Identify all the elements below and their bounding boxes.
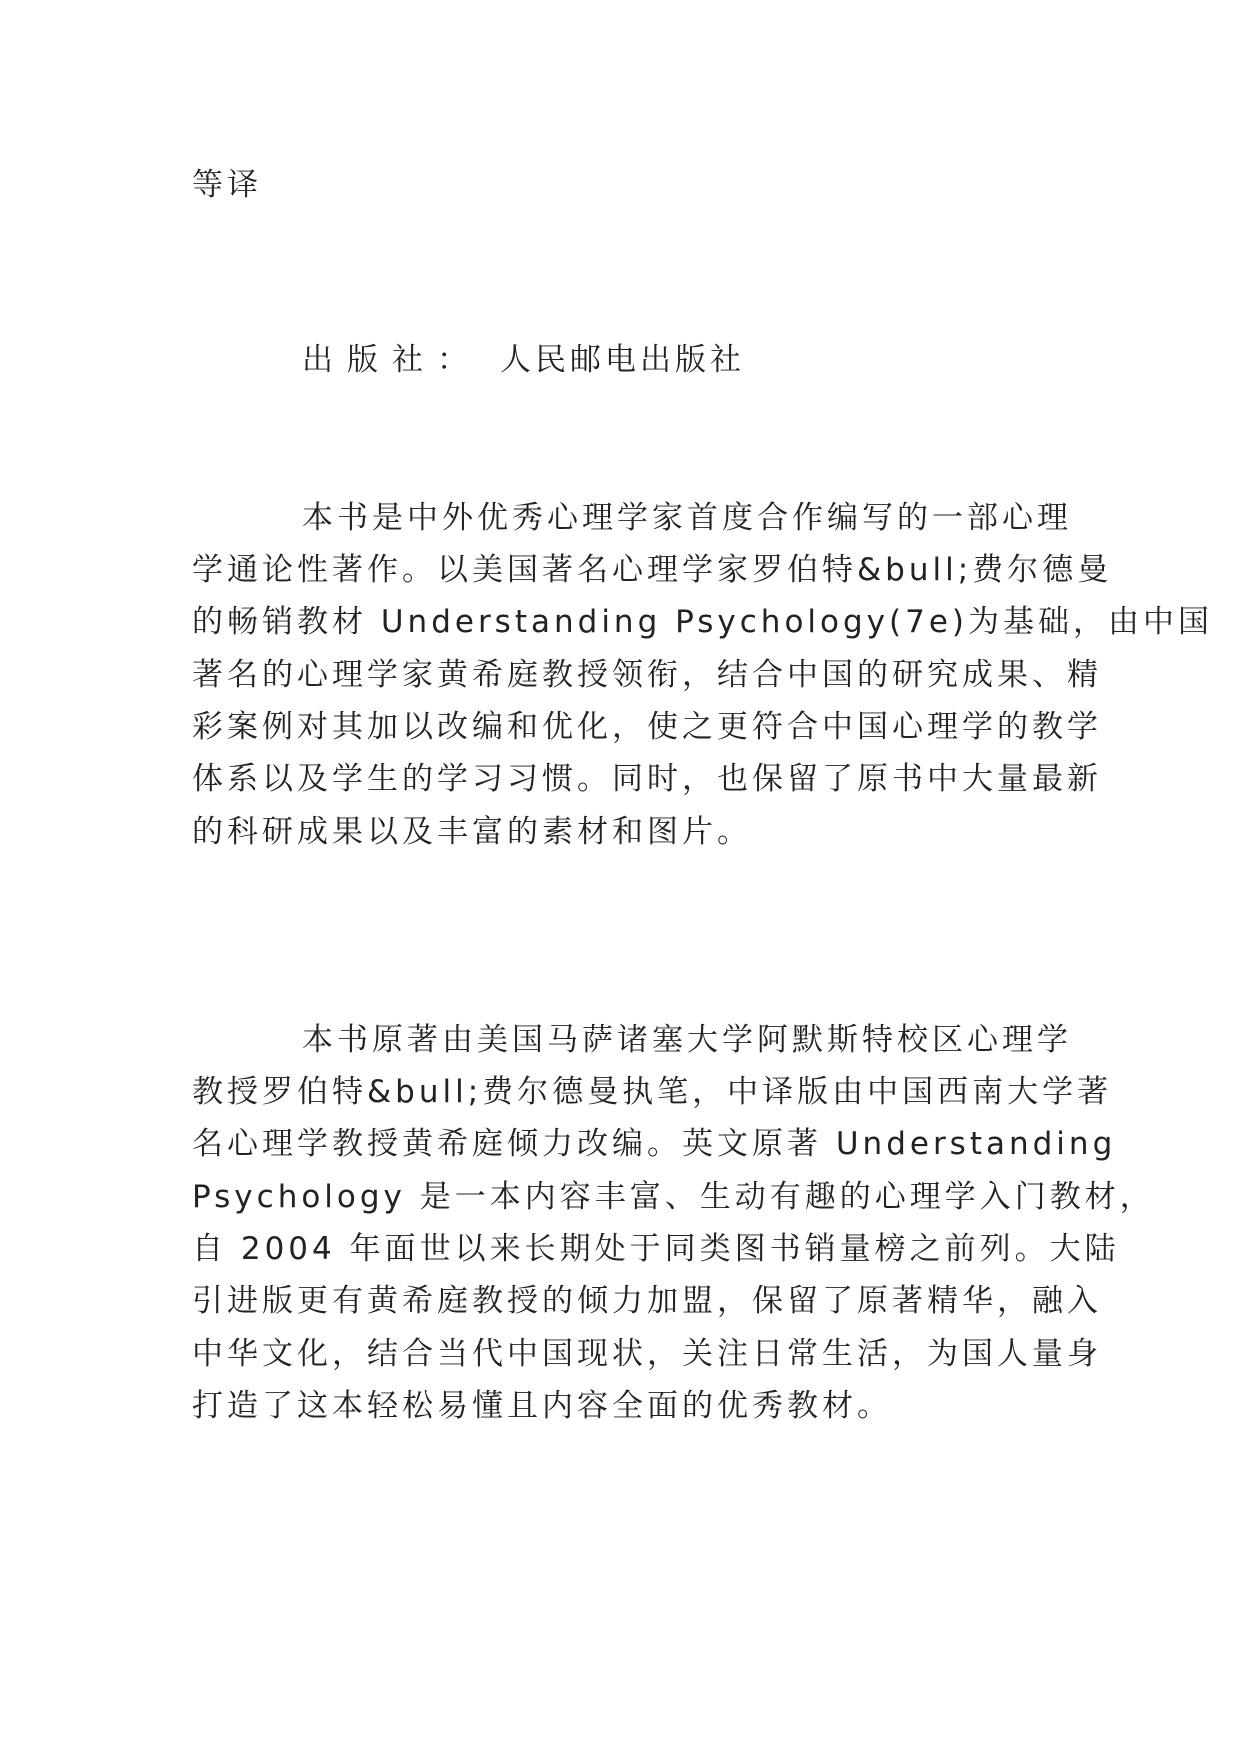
paragraph-1-line: 学通论性著作。以美国著名心理学家罗伯特&bull;费尔德曼 [192, 552, 1113, 588]
paragraph-2-line: 打造了这本轻松易懂且内容全面的优秀教材。 [192, 1388, 892, 1424]
paragraph-1-line: 本书是中外优秀心理学家首度合作编写的一部心理 [302, 500, 1072, 536]
paragraph-1-line: 彩案例对其加以改编和优化，使之更符合中国心理学的教学 [192, 709, 1102, 745]
translator-line: 等译 [192, 167, 262, 203]
publisher-name: 人民邮电出版社 [500, 342, 745, 378]
paragraph-1-line: 体系以及学生的学习习惯。同时，也保留了原书中大量最新 [192, 761, 1102, 797]
publisher-line [302, 340, 745, 380]
paragraph-2-line: 名心理学教授黄希庭倾力改编。英文原著 Understanding [192, 1126, 1117, 1162]
paragraph-2-line: Psychology 是一本内容丰富、生动有趣的心理学入门教材， [192, 1179, 1155, 1215]
paragraph-2-line: 本书原著由美国马萨诸塞大学阿默斯特校区心理学 [302, 1022, 1072, 1058]
paragraph-1-line: 的科研成果以及丰富的素材和图片。 [192, 814, 752, 850]
paragraph-2-line: 自 2004 年面世以来长期处于同类图书销量榜之前列。大陆 [192, 1231, 1120, 1267]
paragraph-2-line: 引进版更有黄希庭教授的倾力加盟，保留了原著精华，融入 [192, 1283, 1102, 1319]
paragraph-2-line: 教授罗伯特&bull;费尔德曼执笔，中译版由中国西南大学著 [192, 1074, 1113, 1110]
paragraph-2-line: 中华文化，结合当代中国现状，关注日常生活，为国人量身 [192, 1336, 1102, 1372]
publisher-label: 出版社： [302, 342, 482, 378]
paragraph-1-line: 著名的心理学家黄希庭教授领衔，结合中国的研究成果、精 [192, 657, 1102, 693]
paragraph-1-line: 的畅销教材 Understanding Psychology(7e)为基础，由中国 [192, 604, 1213, 640]
